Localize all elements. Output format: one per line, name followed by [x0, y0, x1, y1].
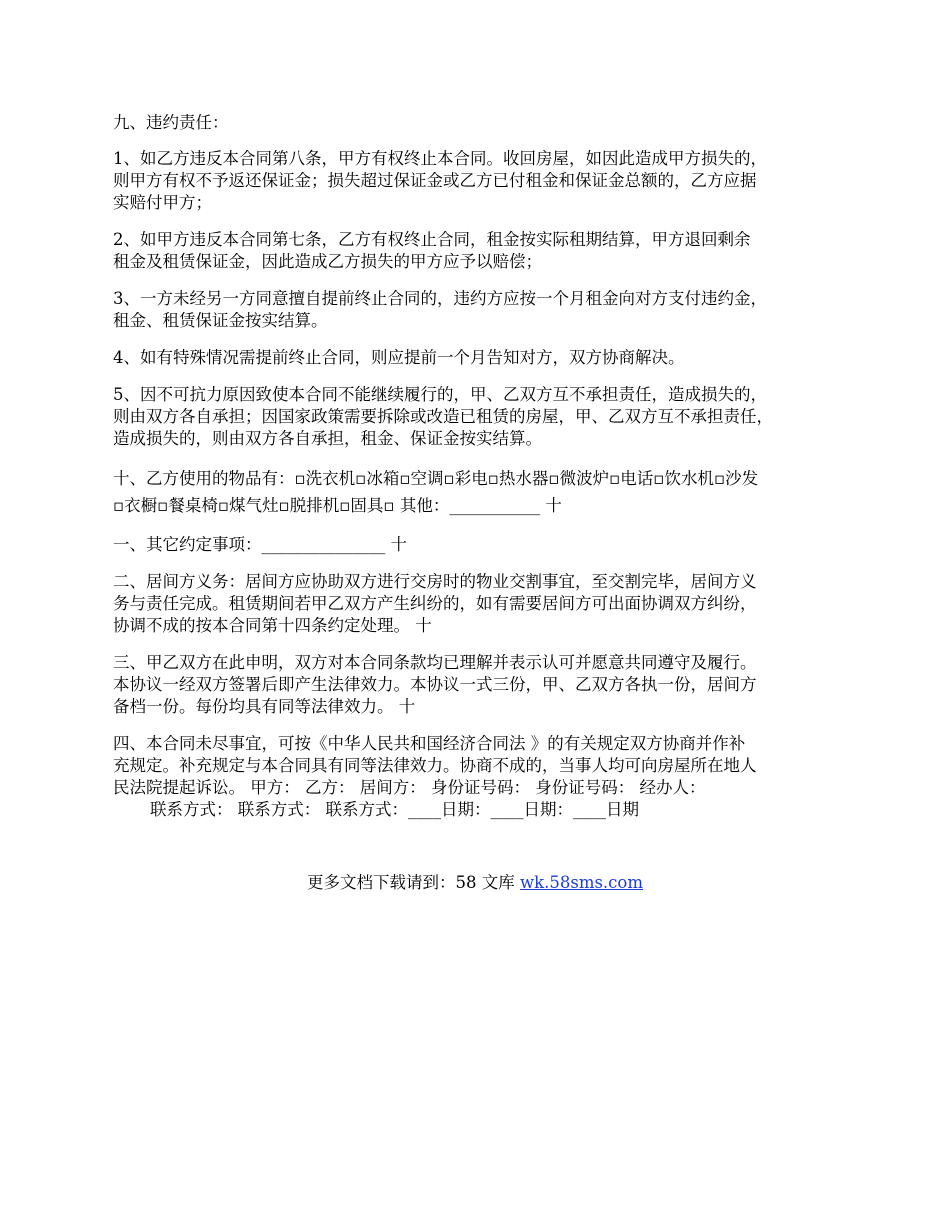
footer-link[interactable]: wk.58sms.com: [519, 873, 643, 892]
clause-items-list: [113, 465, 848, 519]
text-line: 4、如有特殊情况需提前终止合同，则应提前一个月告知对方，双方协商解决。: [113, 348, 685, 367]
text-line: 2、如甲方违反本合同第七条，乙方有权终止合同，租金按实际租期结算，甲方退回剩余: [113, 230, 751, 249]
text-line: 四、本合同未尽事宜，可按《中华人民共和国经济合同法 》的有关规定双方协商并作补: [113, 734, 746, 753]
section-heading: 九、违约责任：: [113, 113, 229, 132]
signature-line: 民法院提起诉讼。 甲方： 乙方： 居间方： 身份证号码： 身份证号码： 经办人：: [113, 778, 706, 797]
text-line: 备档一份。每份均具有同等法律效力。 十: [113, 697, 416, 716]
clause-5: [113, 384, 848, 450]
text-line: 充规定。补充规定与本合同具有同等法律效力。协商不成的，当事人均可向房屋所在地人: [113, 756, 757, 775]
clause-4: [113, 347, 848, 369]
clause-other-agreements: [113, 534, 848, 556]
text-line: 1、如乙方违反本合同第八条，甲方有权终止本合同。收回房屋，如因此造成甲方损失的，: [113, 149, 767, 168]
text-line: 5、因不可抗力原因致使本合同不能继续履行的，甲、乙双方互不承担责任，造成损失的，: [113, 385, 767, 404]
clause-1: [113, 148, 848, 214]
clause-final-signatures: [113, 733, 848, 821]
text-line: 二、居间方义务：居间方应协助双方进行交房时的物业交割事宜，至交割完毕，居间方义: [113, 572, 757, 591]
text-line: 则甲方有权不予返还保证金；损失超过保证金或乙方已付租金和保证金总额的，乙方应据: [113, 171, 757, 190]
text-line: 一、其它约定事项：_______________ 十: [113, 535, 407, 554]
clause-declaration: [113, 652, 848, 718]
text-line: 造成损失的，则由双方各自承担，租金、保证金按实结算。: [113, 429, 542, 448]
text-line: 协调不成的按本合同第十四条约定处理。 十: [113, 616, 432, 635]
text-line: 3、一方未经另一方同意擅自提前终止合同的，违约方应按一个月租金向对方支付违约金，: [113, 289, 767, 308]
document-body: [113, 112, 848, 836]
text-line: 三、甲乙双方在此申明，双方对本合同条款均已理解并表示认可并愿意共同遵守及履行。: [113, 653, 757, 672]
text-line: 本协议一经双方签署后即产生法律效力。本协议一式三份，甲、乙双方各执一份，居间方: [113, 675, 757, 694]
text-line: 十、乙方使用的物品有：▫洗衣机▫冰箱▫空调▫彩电▫热水器▫微波炉▫电话▫饮水机▫沙发: [113, 469, 759, 488]
text-line: ▫衣橱▫餐桌椅▫煤气灶▫脱排机▫固具▫ 其他：___________ 十: [113, 496, 562, 515]
text-line: 则由双方各自承担；因国家政策需要拆除或改造已租赁的房屋，甲、乙双方互不承担责任，: [113, 407, 773, 426]
text-line: 务与责任完成。租赁期间若甲乙双方产生纠纷的，如有需要居间方可出面协调双方纠纷，: [113, 594, 757, 613]
clause-3: [113, 288, 848, 332]
text-line: 实赔付甲方；: [113, 193, 212, 212]
footer-text: 更多文档下载请到：58 文库: [306, 873, 520, 892]
footer: [0, 872, 950, 894]
clause-intermediary-duties: [113, 571, 848, 637]
clause-2: [113, 229, 848, 273]
text-line: 租金及租赁保证金，因此造成乙方损失的甲方应予以赔偿；: [113, 252, 542, 271]
contact-date-line: 联系方式： 联系方式： 联系方式：____日期：____日期：____日期: [150, 800, 639, 819]
text-line: 租金、租赁保证金按实结算。: [113, 311, 328, 330]
